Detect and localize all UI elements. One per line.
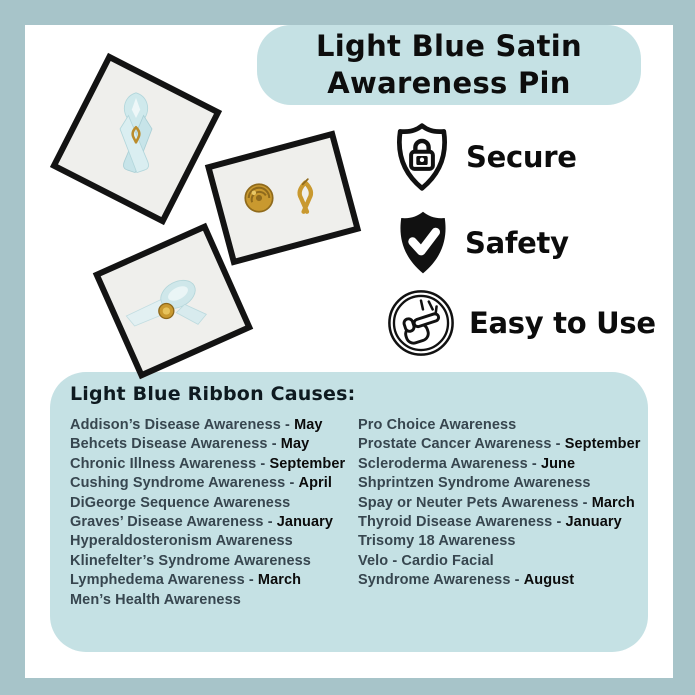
cause-item: Shprintzen Syndrome Awareness [358, 475, 591, 492]
feature-label-easy-to-use: Easy to Use [469, 306, 656, 340]
cause-item: Behcets Disease Awareness - May [70, 436, 310, 453]
cause-item: Graves’ Disease Awareness - January [70, 514, 334, 531]
causes-list-right [358, 416, 641, 591]
cause-item: Spay or Neuter Pets Awareness - March [358, 494, 635, 511]
cause-item: Pro Choice Awareness [358, 417, 517, 433]
cause-item: Men’s Health Awareness [70, 591, 241, 608]
snap-hand-circle-icon [386, 288, 456, 358]
feature-secure [391, 121, 577, 193]
cause-item: DiGeorge Sequence Awareness [70, 494, 291, 511]
title-line-1: Light Blue Satin [316, 29, 582, 63]
feature-safety [394, 207, 569, 278]
causes-list-left [70, 416, 345, 610]
cause-item: Chronic Illness Awareness - September [70, 455, 346, 472]
title-banner [257, 25, 641, 105]
feature-label-safety: Safety [465, 225, 569, 260]
cause-item: Scleroderma Awareness - June [358, 455, 576, 472]
cause-item: Prostate Cancer Awareness - September [358, 436, 641, 453]
cause-item: Lymphedema Awareness - March [70, 572, 302, 589]
feature-easy-to-use [386, 288, 656, 358]
gold-clasps-image [222, 152, 344, 244]
shield-lock-icon [391, 121, 453, 193]
cause-item: Thyroid Disease Awareness - January [358, 514, 622, 531]
feature-label-secure: Secure [466, 140, 577, 174]
cause-item: Cushing Syndrome Awareness - April [70, 475, 333, 492]
flat-ribbon-image [117, 249, 229, 353]
shield-check-icon [394, 207, 452, 278]
awareness-ribbon-image [78, 81, 194, 197]
causes-panel [50, 372, 648, 652]
cause-item: Velo - Cardio Facial [358, 552, 494, 569]
cause-item: Klinefelter’s Syndrome Awareness [70, 552, 311, 569]
causes-heading: Light Blue Ribbon Causes: [70, 383, 356, 405]
cause-item: Trisomy 18 Awareness [358, 533, 516, 550]
cause-item: Hyperaldosteronism Awareness [70, 533, 293, 550]
title-line-2: Awareness Pin [327, 66, 571, 100]
cause-item: Addison’s Disease Awareness - May [70, 417, 323, 433]
cause-item: Syndrome Awareness - August [358, 572, 575, 589]
